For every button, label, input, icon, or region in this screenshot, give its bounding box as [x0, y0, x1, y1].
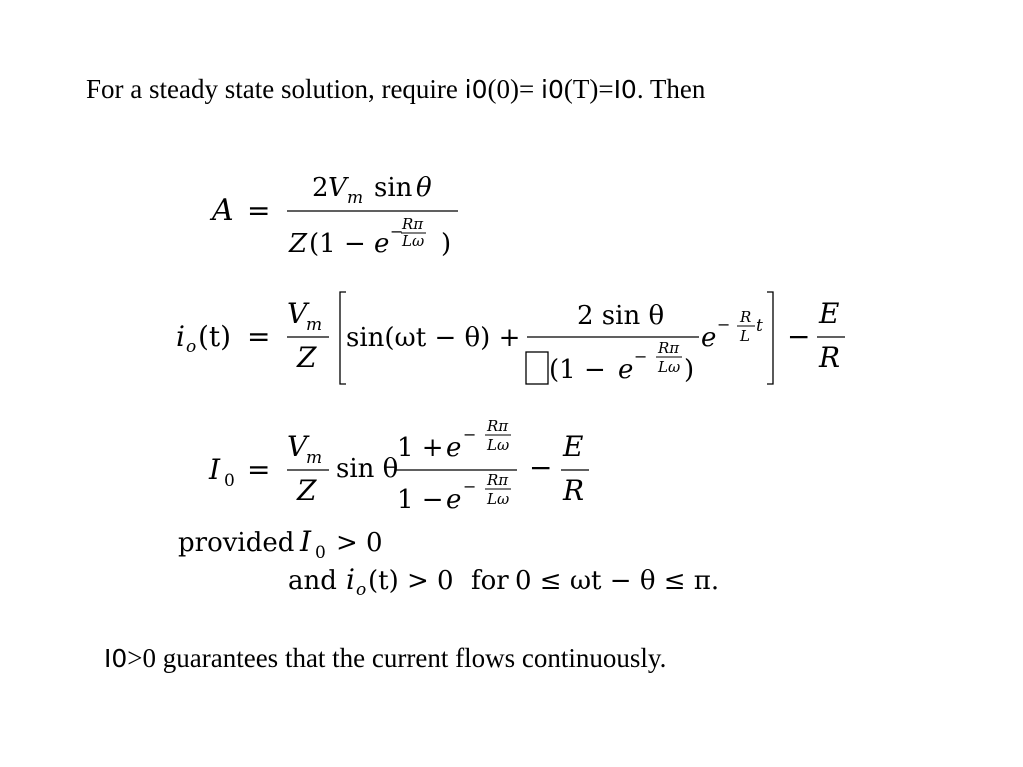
eq-io-inner-den-open: (1 − — [549, 355, 606, 385]
eq-io-sin-term: sin(ωt − θ) + — [346, 323, 521, 353]
eq-io-inner-den-close: ) — [684, 355, 695, 385]
eq-i0-frac-num-sub: m — [306, 448, 323, 468]
eq-a-num-coef: 2 — [312, 173, 329, 203]
eq-io-frac-num-sub: m — [306, 315, 323, 335]
eq-i0-num-e: e — [446, 433, 462, 463]
eq-a-den-z: Z — [289, 229, 308, 259]
and-cond: 0 ≤ ωt − θ ≤ π. — [515, 566, 720, 596]
eq-i0-den-exp-den: Lω — [487, 490, 510, 508]
eq-i0-den-minus: − — [463, 477, 477, 496]
eq-i0-equals: = — [247, 453, 271, 486]
eq-i0-num-exp-num: Rπ — [487, 417, 509, 435]
eq-i0-minus: − — [529, 451, 553, 484]
and-i: i — [346, 563, 355, 596]
intro-cond-e: I0 — [613, 75, 637, 104]
eq-io-exp-minus: − — [717, 315, 731, 334]
eq-i0-num-minus: − — [463, 425, 477, 444]
equation-io — [176, 292, 845, 385]
eq-io-exp-e: e — [701, 323, 717, 353]
eq-a-num-theta: θ — [416, 173, 432, 203]
eq-i0-lhs-sub: 0 — [224, 471, 235, 491]
eq-a-den-exp-den: Lω — [402, 232, 425, 250]
eq-a-den-minus: − — [390, 222, 404, 241]
provided-i: I — [300, 525, 312, 558]
eq-io-inner-exp-num: Rπ — [658, 339, 680, 357]
eq-a-num-m: m — [347, 188, 364, 208]
eq-io-exp-den: L — [740, 327, 750, 345]
eq-io-r: R — [819, 341, 841, 374]
eq-i0-num-exp-den: Lω — [487, 436, 510, 454]
and-for: for — [471, 566, 509, 596]
conclusion-i0: I0 — [104, 644, 128, 673]
eq-i0-e: E — [563, 430, 584, 463]
eq-i0-den-exp-num: Rπ — [487, 471, 509, 489]
eq-i0-lhs: I — [209, 453, 221, 486]
eq-io-inner-num: 2 sin θ — [577, 301, 665, 331]
provided-rest: > 0 — [336, 528, 383, 558]
and-t: (t) > 0 — [368, 566, 454, 596]
eq-a-lhs: A — [212, 193, 234, 228]
eq-a-den-exp-num: Rπ — [402, 215, 424, 233]
eq-io-e: E — [819, 297, 840, 330]
provided-word: provided — [178, 528, 295, 558]
and-line — [288, 563, 719, 600]
equation-i0 — [208, 417, 589, 515]
intro-cond-c: i0 — [541, 75, 564, 104]
eq-a-den-close: ) — [441, 229, 452, 259]
eq-a-equals: = — [247, 194, 271, 227]
conclusion-sentence — [104, 643, 666, 674]
eq-i0-den-e: e — [446, 485, 462, 515]
and-word: and — [288, 566, 337, 596]
eq-io-inner-minus: − — [634, 347, 648, 366]
eq-io-exp-t: t — [756, 316, 763, 336]
eq-io-inner-den-e: e — [618, 355, 634, 385]
eq-io-minus: − — [787, 320, 811, 353]
eq-io-inner-exp-den: Lω — [658, 358, 681, 376]
eq-i0-den-one: 1 − — [397, 485, 444, 515]
eq-io-right-bracket — [767, 292, 773, 384]
provided-sub: 0 — [315, 543, 326, 563]
eq-io-lhs-t: (t) — [198, 320, 232, 353]
intro-lead: For a steady state solution, require — [86, 74, 465, 104]
equation-a — [209, 173, 458, 259]
missing-glyph-box — [526, 352, 548, 384]
eq-i0-sin: sin θ — [336, 454, 399, 484]
eq-a-num-v: V — [328, 173, 347, 203]
eq-io-exp-num: R — [740, 308, 752, 326]
eq-i0-frac-num: V — [287, 430, 308, 463]
eq-i0-frac-den: Z — [297, 474, 317, 507]
and-sub: o — [356, 580, 367, 600]
eq-io-equals: = — [247, 320, 271, 353]
intro-cond-b: (0)= — [487, 74, 541, 104]
intro-tail: . Then — [636, 74, 706, 104]
provided-line — [178, 525, 383, 563]
conclusion-text: >0 guarantees that the current flows continuously. — [127, 643, 667, 673]
intro-cond-d: (T)= — [563, 74, 614, 104]
eq-a-num-sin: sin — [374, 173, 413, 203]
eq-i0-r: R — [563, 474, 585, 507]
eq-a-den-open: (1 − — [309, 229, 366, 259]
eq-io-lhs-i: i — [176, 320, 185, 353]
eq-io-frac-den: Z — [297, 341, 317, 374]
eq-i0-num-one: 1 + — [397, 433, 444, 463]
eq-io-lhs-sub: o — [186, 337, 197, 357]
eq-io-frac-num: V — [287, 297, 308, 330]
intro-cond-a: i0 — [464, 75, 488, 104]
eq-a-den-e: e — [374, 229, 390, 259]
